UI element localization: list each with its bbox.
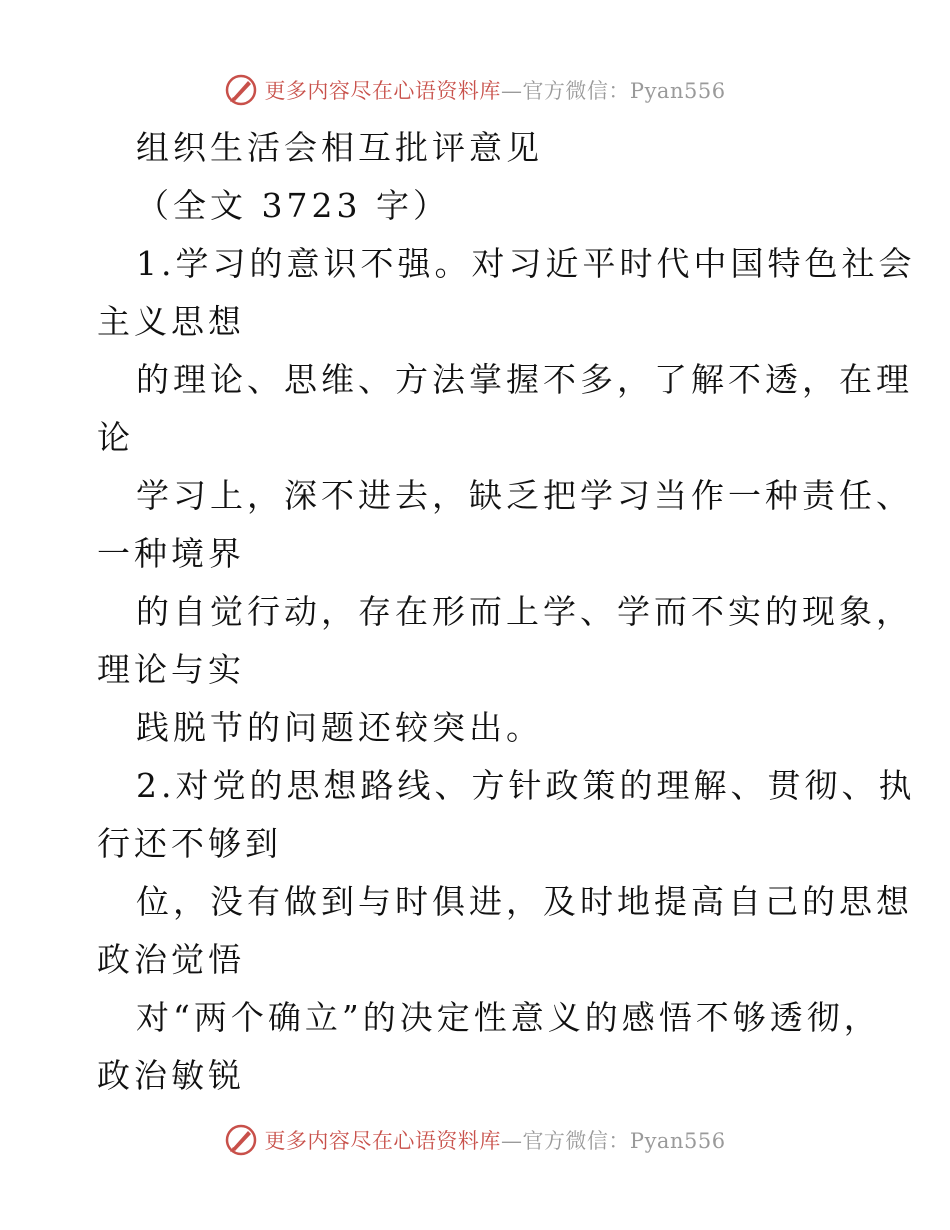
paragraph-line: 1.学习的意识不强。对习近平时代中国特色社会 <box>136 244 916 283</box>
paragraph-line: 的理论、思维、方法掌握不多，了解不透，在理 <box>136 360 913 399</box>
quill-logo-icon <box>224 1123 258 1157</box>
paragraph-line: 论 <box>97 418 134 457</box>
paragraph-line: 位，没有做到与时俱进，及时地提高自己的思想 <box>136 882 913 921</box>
document-title: 组织生活会相互批评意见 <box>136 128 543 167</box>
word-count: （全文 3723 字） <box>136 186 450 225</box>
paragraph-line: 政治敏锐 <box>97 1056 245 1095</box>
paragraph-line: 一种境界 <box>97 534 245 573</box>
footer-watermark-banner <box>0 1120 950 1160</box>
quill-logo-icon <box>224 73 258 107</box>
watermark-text: 更多内容尽在心语资料库—官方微信：Pyan556 <box>264 1129 726 1153</box>
paragraph-line: 政治觉悟 <box>97 940 245 979</box>
paragraph-line: 行还不够到 <box>97 824 282 863</box>
paragraph-line: 的自觉行动，存在形而上学、学而不实的现象， <box>136 592 913 631</box>
watermark-text: 更多内容尽在心语资料库—官方微信：Pyan556 <box>264 79 726 103</box>
paragraph-line: 理论与实 <box>97 650 245 689</box>
header-watermark-banner <box>0 70 950 110</box>
paragraph-line: 践脱节的问题还较突出。 <box>136 708 543 747</box>
paragraph-line: 对“两个确立”的决定性意义的感悟不够透彻， <box>136 998 881 1037</box>
paragraph-line: 2.对党的思想路线、方针政策的理解、贯彻、执 <box>136 766 916 805</box>
paragraph-line: 主义思想 <box>97 302 245 341</box>
paragraph-line: 学习上，深不进去，缺乏把学习当作一种责任、 <box>136 476 913 515</box>
